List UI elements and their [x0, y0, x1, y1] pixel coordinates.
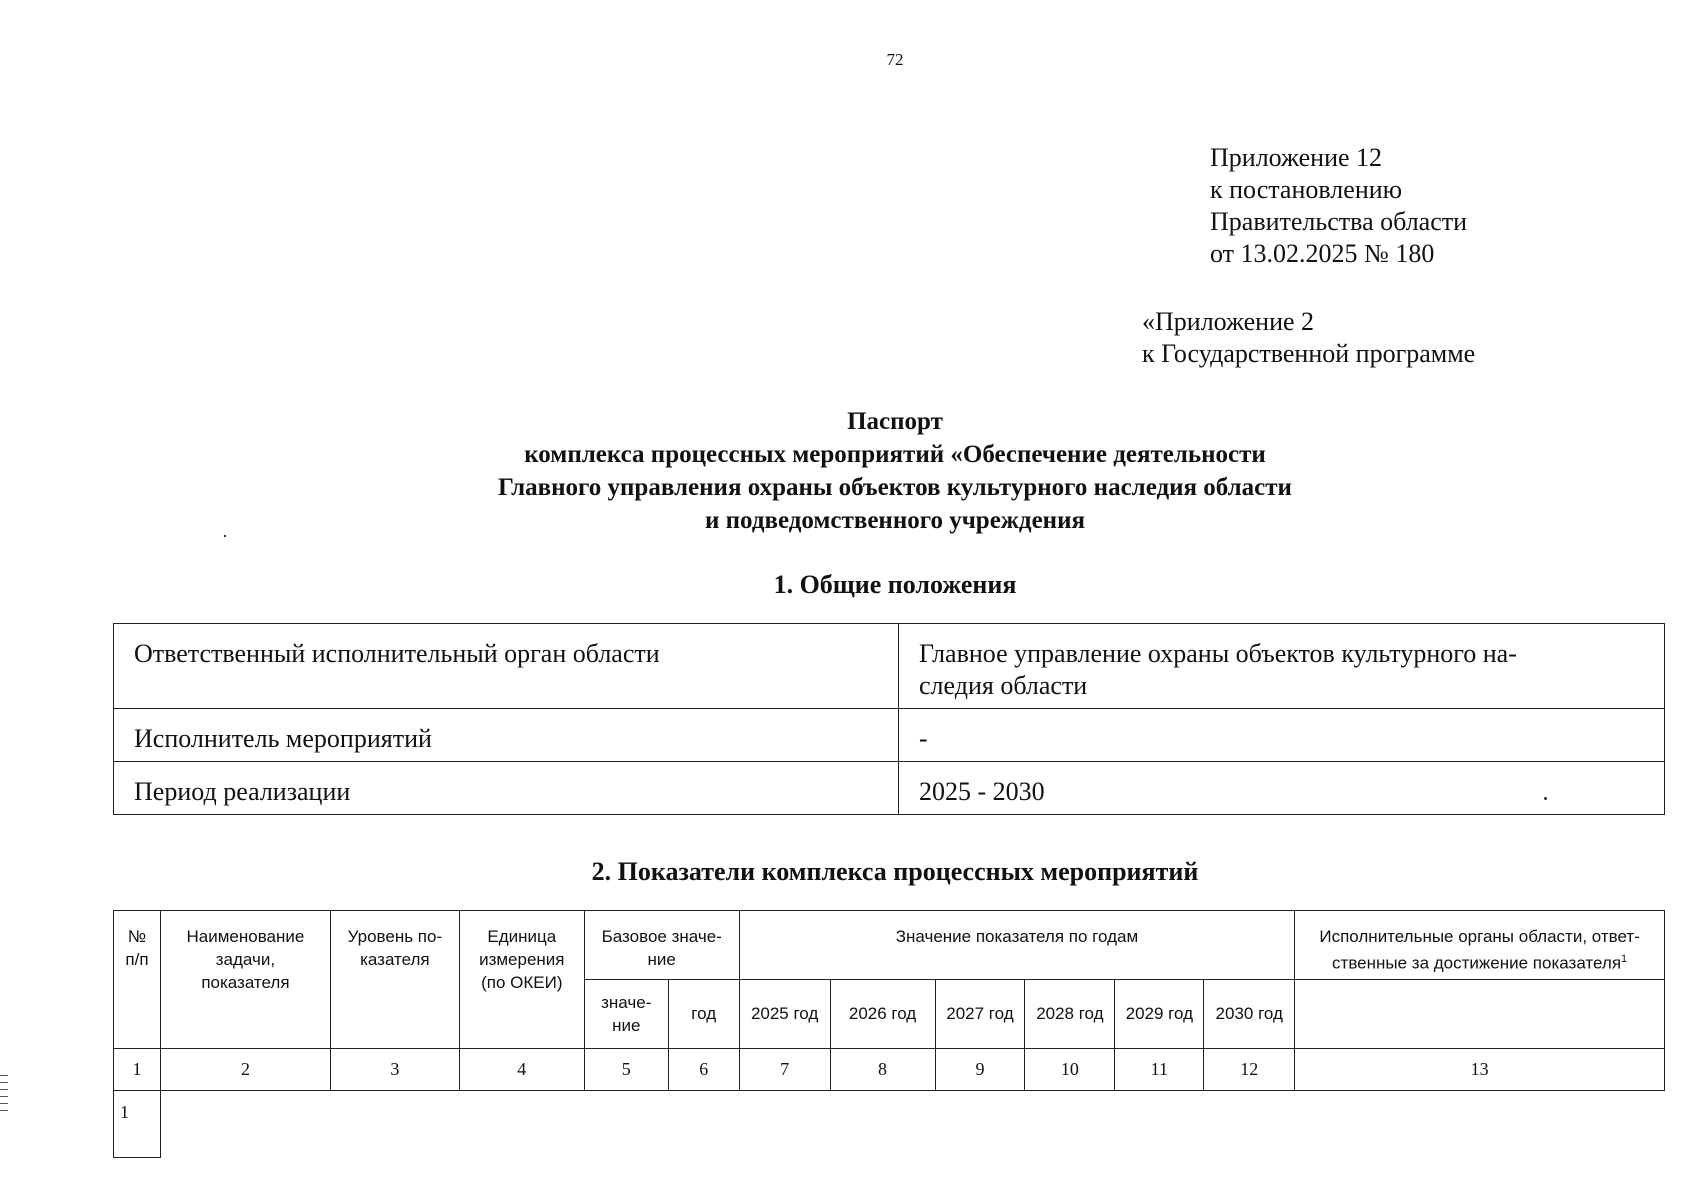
header-bodies-text: Исполнительные органы области, ответ- ственные за достижение показателя — [1319, 927, 1640, 973]
column-number: 6 — [668, 1048, 739, 1090]
page-number: 72 — [886, 50, 904, 69]
header-year: 2030 год — [1204, 979, 1295, 1048]
column-number: 8 — [830, 1048, 935, 1090]
header-base-value: значе- ние — [584, 979, 668, 1048]
appendix2-line: «Приложение 2 — [1142, 307, 1315, 336]
column-numbers-row — [114, 1048, 1665, 1090]
column-number: 7 — [739, 1048, 830, 1090]
appendix-line: Правительства области — [1210, 207, 1468, 236]
table-row — [114, 709, 1665, 762]
title-line: комплекса процессных мероприятий «Обеспечение деятельности — [524, 441, 1266, 468]
row-value: 2025 - 2030 — [899, 762, 1665, 815]
column-number: 3 — [330, 1048, 459, 1090]
appendix-line: к постановлению — [1210, 175, 1403, 204]
scan-edge-marks — [0, 1075, 8, 1111]
header-unit: Единица измерения (по ОКЕИ) — [459, 911, 584, 1049]
column-number: 13 — [1295, 1048, 1665, 1090]
section1-heading: 1. Общие положения — [773, 570, 1017, 599]
column-number: 5 — [584, 1048, 668, 1090]
header-year: 2029 год — [1115, 979, 1204, 1048]
row-label: Исполнитель мероприятий — [114, 709, 899, 762]
footnote-mark: 1 — [1621, 953, 1628, 965]
column-number: 10 — [1025, 1048, 1115, 1090]
row-value: Главное управление охраны объектов культурного на- следия области — [899, 624, 1665, 709]
appendix2-line: к Государственной программе — [1142, 339, 1476, 368]
appendix2-block — [1142, 306, 1475, 370]
row-label: Период реализации — [114, 762, 899, 815]
section2-heading: 2. Показатели комплекса процессных мероприятий — [591, 857, 1199, 886]
title-line: Главного управления охраны объектов культурного наследия области — [498, 474, 1292, 501]
column-number: 1 — [114, 1048, 161, 1090]
document-title — [0, 405, 1697, 537]
row-label: Ответственный исполнительный орган области — [114, 624, 899, 709]
appendix-line: Приложение 12 — [1210, 143, 1383, 172]
table-row — [114, 762, 1665, 815]
header-year: 2026 год — [830, 979, 935, 1048]
header-row — [114, 911, 1665, 980]
header-name: Наименование задачи, показателя — [160, 911, 330, 1049]
header-bodies — [1295, 911, 1665, 980]
scan-dot — [1544, 797, 1547, 800]
header-num: № п/п — [114, 911, 161, 1049]
column-number: 2 — [160, 1048, 330, 1090]
header-values-by-year: Значение показателя по годам — [739, 911, 1295, 980]
table-row — [114, 624, 1665, 709]
appendix-block — [1210, 142, 1467, 270]
header-bodies-sub — [1295, 979, 1665, 1048]
header-level: Уровень по- казателя — [330, 911, 459, 1049]
column-number: 11 — [1115, 1048, 1204, 1090]
column-number: 9 — [935, 1048, 1025, 1090]
indicators-table — [113, 910, 1665, 1158]
appendix-line: от 13.02.2025 № 180 — [1210, 239, 1435, 268]
row-empty-space — [160, 1090, 1664, 1157]
table-row — [114, 1090, 1665, 1157]
row-value: - — [899, 709, 1665, 762]
header-year: 2025 год — [739, 979, 830, 1048]
title-line: Паспорт — [847, 408, 943, 435]
title-line: и подведомственного учреждения — [704, 507, 1086, 534]
column-number: 12 — [1204, 1048, 1295, 1090]
header-base-year: год — [668, 979, 739, 1048]
header-base: Базовое значе- ние — [584, 911, 739, 980]
row-number: 1 — [114, 1090, 161, 1157]
header-year: 2028 год — [1025, 979, 1115, 1048]
general-provisions-table — [113, 623, 1665, 815]
column-number: 4 — [459, 1048, 584, 1090]
header-year: 2027 год — [935, 979, 1025, 1048]
scan-dot — [224, 535, 226, 537]
